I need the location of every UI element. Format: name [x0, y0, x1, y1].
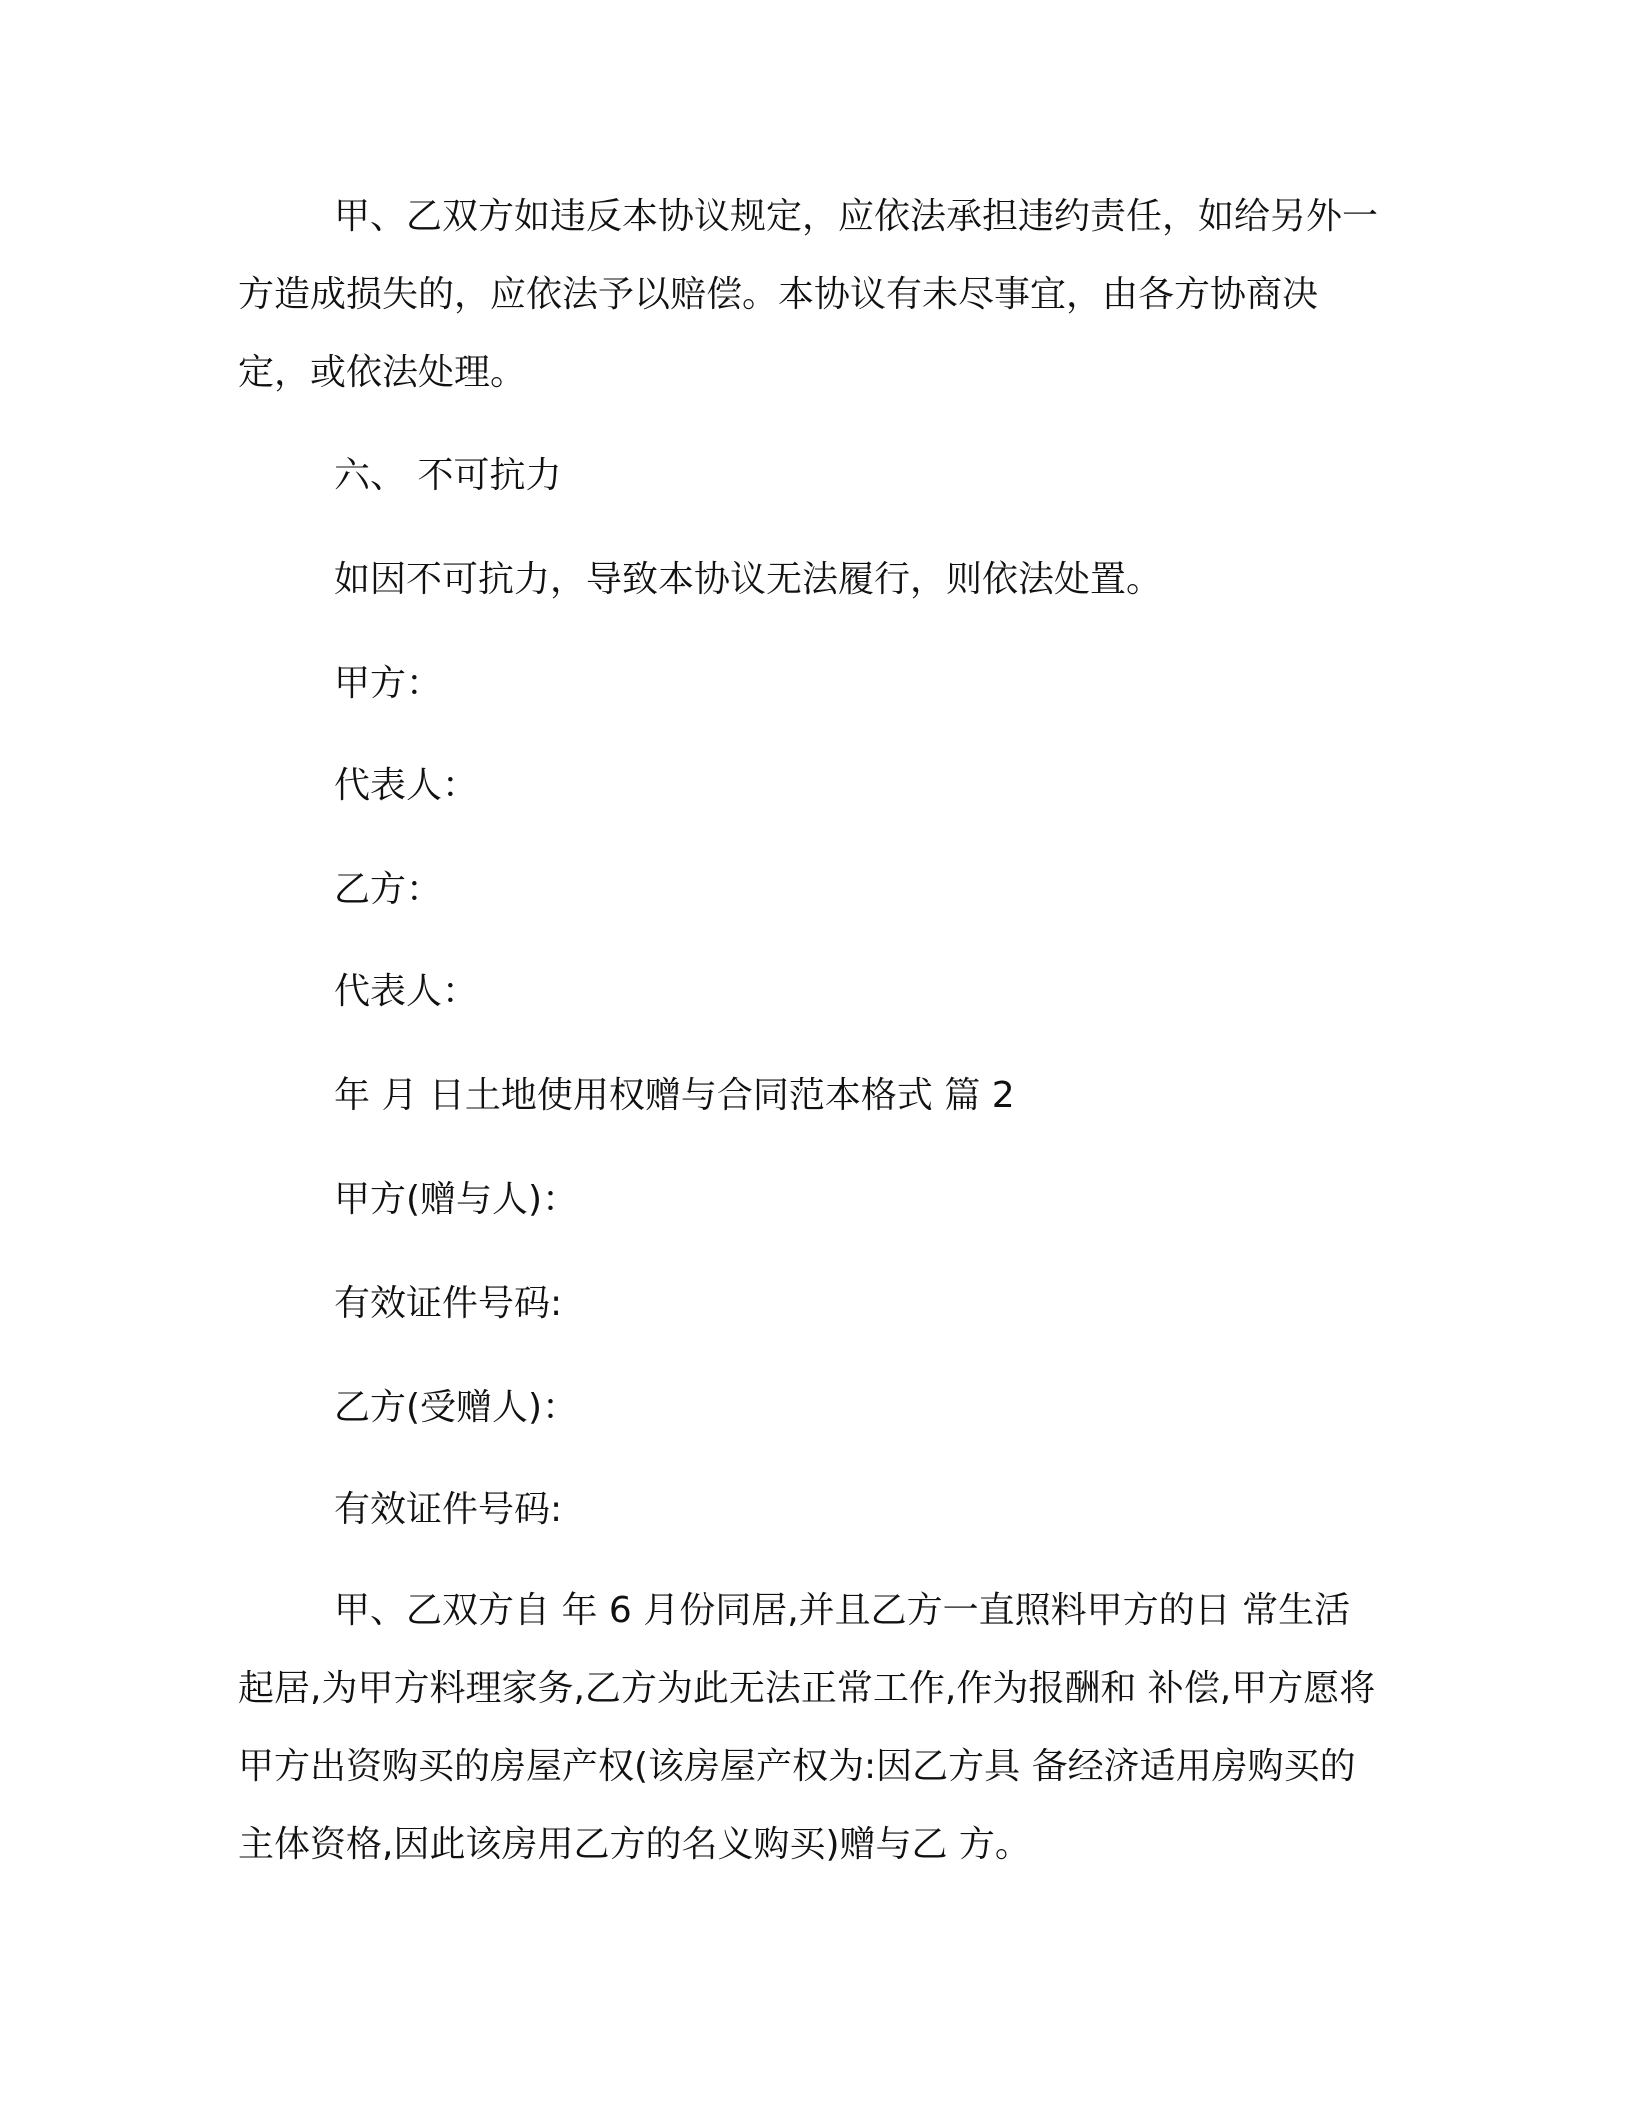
- donee-label: 乙方(受赠人)：: [334, 1387, 579, 1428]
- donee-id-number-label: 有效证件号码:: [334, 1489, 563, 1530]
- paragraph-liability: 甲、乙双方如违反本协议规定，应依法承担违约责任，如给另外一方造成损失的，应依法予以赔偿。本协议有未尽事宜，由各方协商决定，或依法处理。: [238, 196, 1379, 393]
- donor-id-number-label: 有效证件号码:: [334, 1283, 563, 1324]
- party-a-label: 甲方：: [334, 663, 443, 704]
- section-heading-force-majeure: 六、 不可抗力: [334, 455, 562, 496]
- party-a-representative-label: 代表人：: [334, 765, 479, 806]
- party-b-representative-label: 代表人：: [334, 971, 479, 1012]
- paragraph-force-majeure: 如因不可抗力，导致本协议无法履行，则依法处置。: [334, 559, 1163, 600]
- paragraph-gift-terms: 甲、乙双方自 年 6 月份同居,并且乙方一直照料甲方的日 常生活起居,为甲方料理家务,乙方为此无法正常工作,作为报酬和 补偿,甲方愿将甲方出资购买的房屋产权(该房屋产权为:因乙方具 备经济适用房购买的主体资格,因此该房用乙方的名义购买)赠与乙 方。: [238, 1590, 1376, 1865]
- party-b-label: 乙方：: [334, 869, 443, 910]
- donor-label: 甲方(赠与人)：: [334, 1179, 579, 1220]
- contract-title-line: 年 月 日土地使用权赠与合同范本格式 篇 2: [334, 1075, 1015, 1116]
